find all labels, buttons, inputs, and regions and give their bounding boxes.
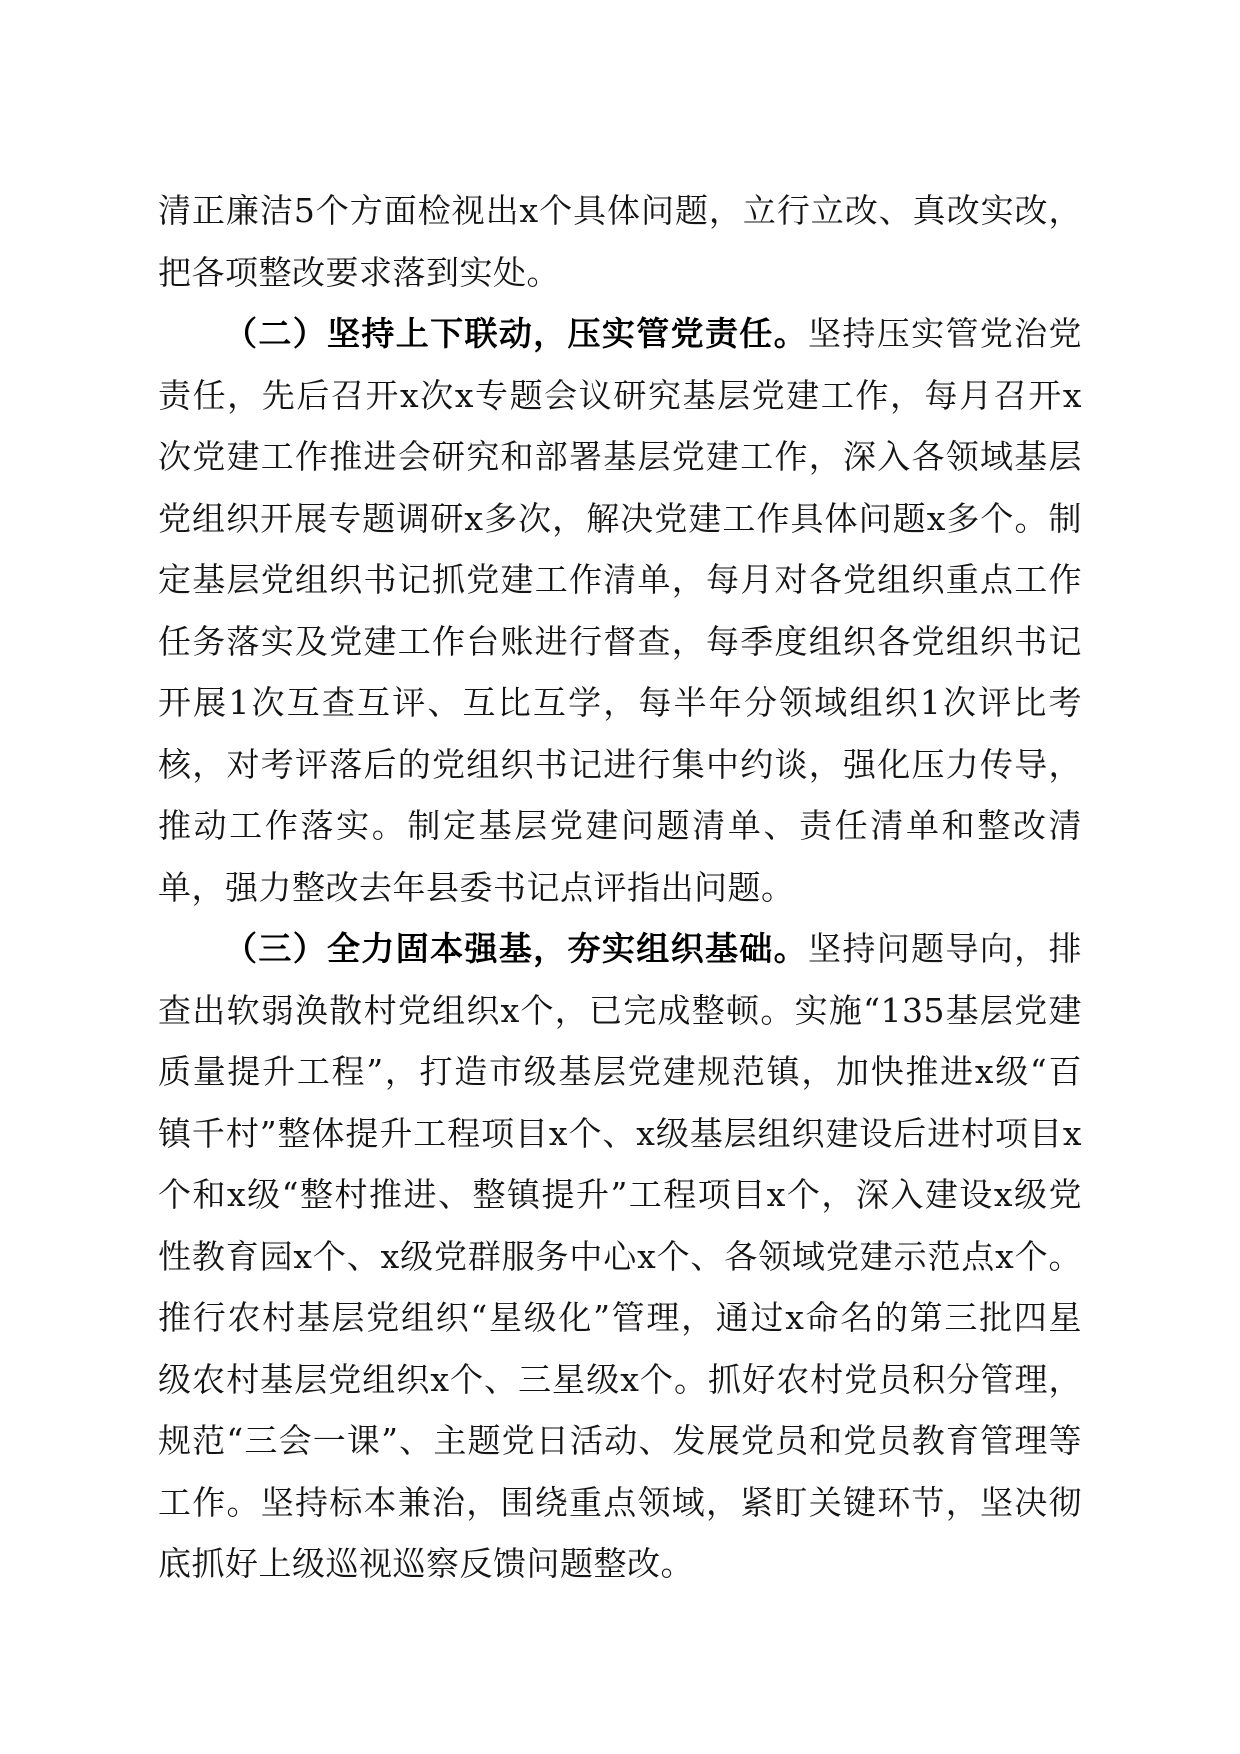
section-heading: （三）全力固本强基，夯实组织基础。 xyxy=(224,929,809,968)
paragraph-continuation xyxy=(158,180,1082,303)
paragraph-text: 坚持问题导向，排查出软弱涣散村党组织x个，已完成整顿。实施“135基层党建质量提升工程”，打造市级基层党建规范镇，加快推进x级“百镇千村”整体提升工程项目x个、x级基层组织建设后进村项目x个和x级“整村推进、整镇提升”工程项目x个，深入建设x级党性教育园x个、x级党群服务中心x个、各领域党建示范点x个。推行农村基层党组织“星级化”管理，通过x命名的第三批四星级农村基层党组织x个、三星级x个。抓好农村党员积分管理，规范“三会一课”、主题党日活动、发展党员和党员教育管理等工作。坚持标本兼治，围绕重点领域，紧盯关键环节，坚决彻底抓好上级巡视巡察反馈问题整改。 xyxy=(158,929,1083,1583)
paragraph-text: 坚持压实管党治党责任，先后召开x次x专题会议研究基层党建工作，每月召开x次党建工作推进会研究和部署基层党建工作，深入各领域基层党组织开展专题调研x多次，解决党建工作具体问题x多个。制定基层党组织书记抓党建工作清单，每月对各党组织重点工作任务落实及党建工作台账进行督查，每季度组织各党组织书记开展1次互查互评、互比互学，每半年分领域组织1次评比考核，对考评落后的党组织书记进行集中约谈，强化压力传导，推动工作落实。制定基层党建问题清单、责任清单和整改清单，强力整改去年县委书记点评指出问题。 xyxy=(158,314,1083,907)
section-heading: （二）坚持上下联动，压实管党责任。 xyxy=(224,314,809,353)
paragraph-text: 清正廉洁5个方面检视出x个具体问题，立行立改、真改实改，把各项整改要求落到实处。 xyxy=(158,191,1082,292)
document-body xyxy=(158,180,1082,1595)
paragraph-section-3 xyxy=(158,918,1082,1595)
paragraph-section-2 xyxy=(158,303,1082,918)
